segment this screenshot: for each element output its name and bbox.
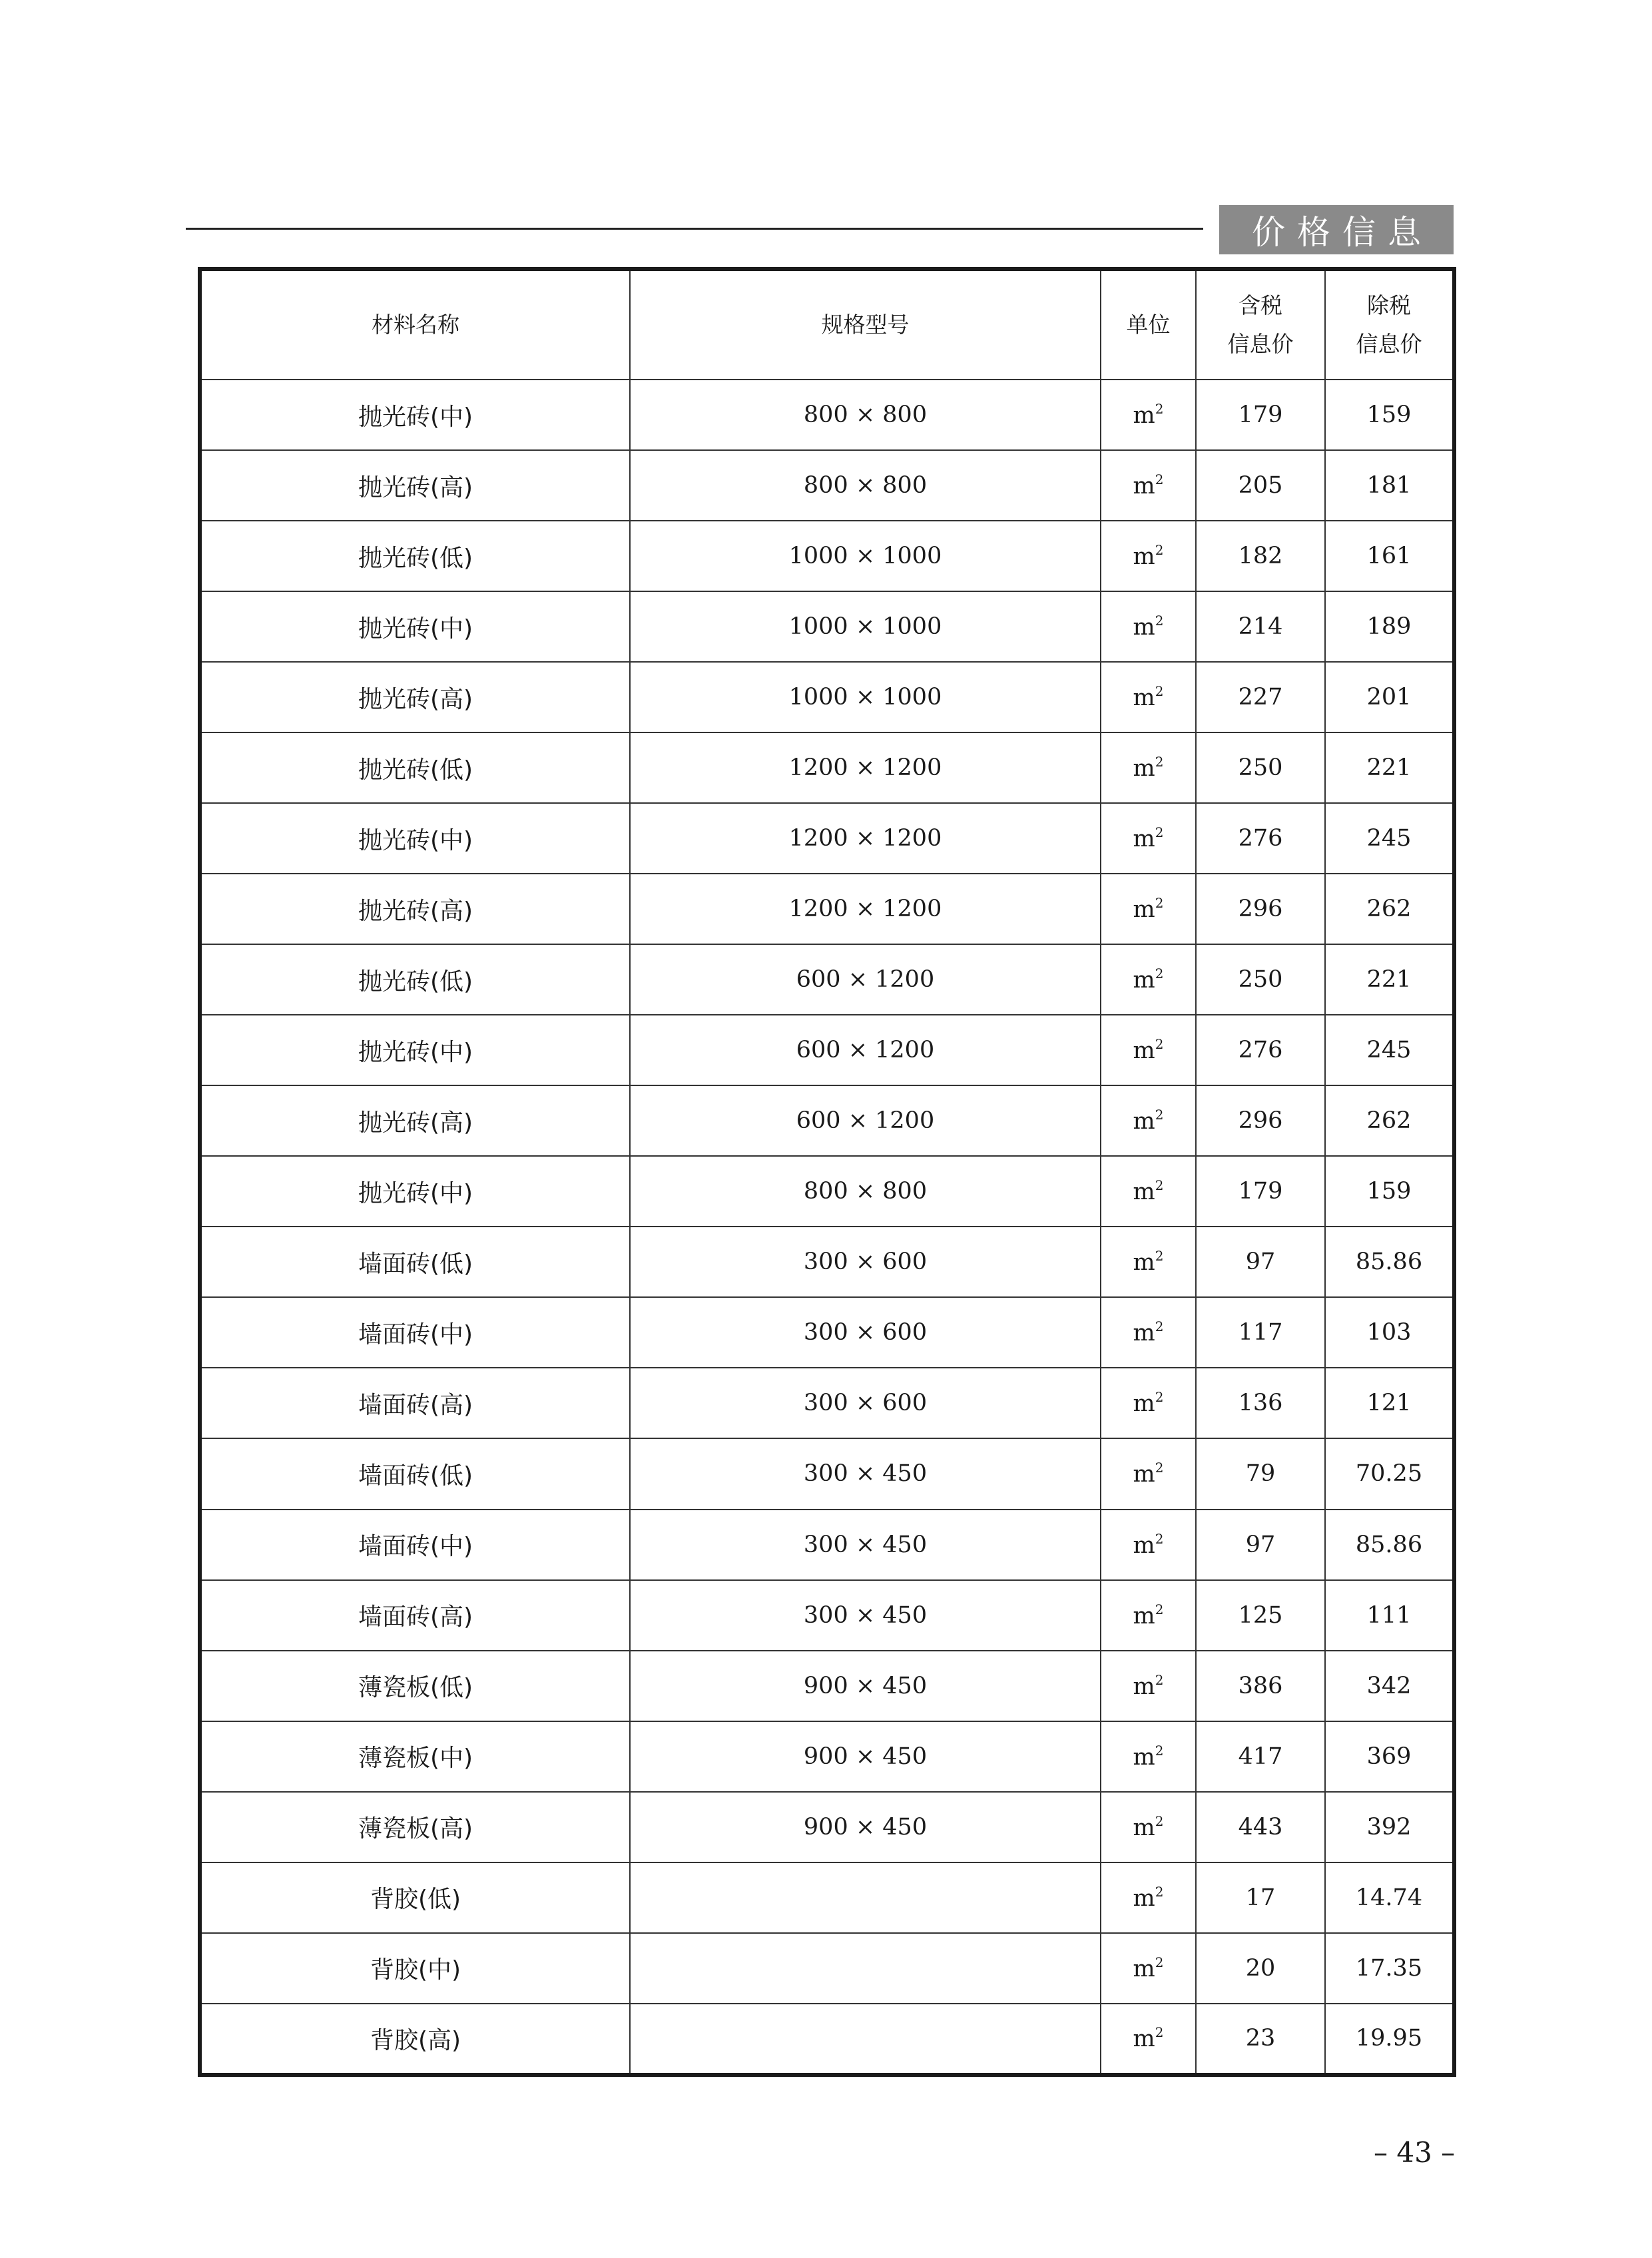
price-without-tax-cell: 17.35 [1325, 1933, 1452, 2004]
price-without-tax-cell: 111 [1325, 1580, 1452, 1651]
unit-cell [1101, 1297, 1196, 1368]
unit-base: m [1133, 1673, 1155, 1700]
table-row [202, 944, 1452, 1015]
unit-base: m [1133, 543, 1155, 571]
unit-base: m [1133, 1884, 1155, 1912]
material-name-cell: 墙面砖(低) [202, 1227, 630, 1297]
spec-cell: 1200 × 1200 [630, 732, 1101, 803]
material-name-cell: 背胶(高) [202, 2004, 630, 2073]
price-with-tax-cell: 417 [1196, 1721, 1325, 1792]
material-name-cell: 抛光砖(高) [202, 874, 630, 944]
spec-cell: 800 × 800 [630, 450, 1101, 521]
spec-cell: 300 × 450 [630, 1438, 1101, 1509]
page-number: – 43 – [1374, 2136, 1456, 2169]
spec-cell: 600 × 1200 [630, 944, 1101, 1015]
material-name-cell: 墙面砖(高) [202, 1580, 630, 1651]
unit-base: m [1133, 1955, 1155, 1982]
unit-cell [1101, 1227, 1196, 1297]
price-without-tax-cell: 14.74 [1325, 1862, 1452, 1933]
header-price-with-tax-line1: 含税 [1239, 292, 1282, 319]
spec-cell [630, 1933, 1101, 2004]
header-rule [186, 228, 1203, 230]
unit-base: m [1133, 614, 1155, 641]
table-row [202, 1227, 1452, 1297]
spec-cell: 800 × 800 [630, 380, 1101, 450]
price-without-tax-cell: 103 [1325, 1297, 1452, 1368]
unit-exponent: 2 [1155, 1318, 1164, 1335]
unit-base: m [1133, 1320, 1155, 1347]
unit-cell [1101, 944, 1196, 1015]
material-name-cell: 薄瓷板(低) [202, 1651, 630, 1721]
unit-exponent: 2 [1155, 1107, 1164, 1123]
spec-cell: 300 × 450 [630, 1510, 1101, 1580]
price-with-tax-cell: 97 [1196, 1227, 1325, 1297]
header-unit: 单位 [1101, 271, 1196, 380]
material-name-cell: 墙面砖(高) [202, 1368, 630, 1438]
unit-exponent: 2 [1155, 2024, 1164, 2041]
table-row [202, 1721, 1452, 1792]
unit-cell [1101, 732, 1196, 803]
unit-exponent: 2 [1155, 1530, 1164, 1547]
price-without-tax-cell: 392 [1325, 1792, 1452, 1862]
price-with-tax-cell: 250 [1196, 944, 1325, 1015]
spec-cell: 1200 × 1200 [630, 874, 1101, 944]
price-without-tax-cell: 342 [1325, 1651, 1452, 1721]
unit-base: m [1133, 1037, 1155, 1065]
unit-exponent: 2 [1155, 895, 1164, 912]
price-with-tax-cell: 117 [1196, 1297, 1325, 1368]
unit-base: m [1133, 685, 1155, 712]
material-name-cell: 墙面砖(中) [202, 1297, 630, 1368]
material-name-cell: 薄瓷板(高) [202, 1792, 630, 1862]
table-row [202, 1862, 1452, 1933]
price-without-tax-cell: 245 [1325, 1015, 1452, 1085]
unit-exponent: 2 [1155, 1742, 1164, 1759]
unit-base: m [1133, 896, 1155, 924]
table-row [202, 732, 1452, 803]
unit-exponent: 2 [1155, 824, 1164, 841]
material-name-cell: 抛光砖(中) [202, 380, 630, 450]
price-without-tax-cell: 262 [1325, 874, 1452, 944]
unit-cell [1101, 1085, 1196, 1156]
unit-cell [1101, 1156, 1196, 1227]
spec-cell: 300 × 450 [630, 1580, 1101, 1651]
price-with-tax-cell: 97 [1196, 1510, 1325, 1580]
unit-base: m [1133, 1249, 1155, 1276]
price-with-tax-cell: 296 [1196, 874, 1325, 944]
material-name-cell: 抛光砖(低) [202, 521, 630, 591]
spec-cell: 1000 × 1000 [630, 591, 1101, 662]
price-table-container [198, 267, 1456, 2077]
unit-cell [1101, 1368, 1196, 1438]
table-row [202, 1510, 1452, 1580]
unit-cell [1101, 2004, 1196, 2073]
unit-exponent: 2 [1155, 1954, 1164, 1970]
price-with-tax-cell: 17 [1196, 1862, 1325, 1933]
spec-cell: 300 × 600 [630, 1297, 1101, 1368]
spec-cell: 1000 × 1000 [630, 521, 1101, 591]
unit-base: m [1133, 2026, 1155, 2053]
unit-cell [1101, 874, 1196, 944]
unit-cell [1101, 662, 1196, 732]
price-without-tax-cell: 181 [1325, 450, 1452, 521]
table-row [202, 591, 1452, 662]
price-table [202, 271, 1452, 2073]
unit-base: m [1133, 473, 1155, 500]
material-name-cell: 抛光砖(高) [202, 1085, 630, 1156]
header-price-without-tax-line2: 信息价 [1356, 331, 1422, 357]
spec-cell: 900 × 450 [630, 1792, 1101, 1862]
unit-base: m [1133, 1390, 1155, 1418]
table-header-row [202, 271, 1452, 380]
material-name-cell: 抛光砖(中) [202, 1156, 630, 1227]
unit-base: m [1133, 1814, 1155, 1841]
table-row [202, 1085, 1452, 1156]
unit-cell [1101, 1862, 1196, 1933]
unit-cell [1101, 1015, 1196, 1085]
table-row [202, 1792, 1452, 1862]
spec-cell: 1000 × 1000 [630, 662, 1101, 732]
spec-cell: 300 × 600 [630, 1368, 1101, 1438]
price-without-tax-cell: 221 [1325, 944, 1452, 1015]
unit-exponent: 2 [1155, 1036, 1164, 1053]
unit-base: m [1133, 755, 1155, 782]
price-without-tax-cell: 85.86 [1325, 1510, 1452, 1580]
unit-base: m [1133, 402, 1155, 429]
header-price-with-tax-line2: 信息价 [1227, 331, 1294, 357]
unit-exponent: 2 [1155, 613, 1164, 629]
header-price-without-tax-line1: 除税 [1367, 292, 1411, 319]
unit-cell [1101, 450, 1196, 521]
unit-base: m [1133, 967, 1155, 994]
unit-cell [1101, 380, 1196, 450]
price-with-tax-cell: 250 [1196, 732, 1325, 803]
table-row [202, 380, 1452, 450]
spec-cell: 900 × 450 [630, 1651, 1101, 1721]
price-without-tax-cell: 159 [1325, 380, 1452, 450]
header-price-without-tax [1325, 271, 1452, 380]
unit-cell [1101, 1792, 1196, 1862]
spec-cell [630, 1862, 1101, 1933]
price-without-tax-cell: 201 [1325, 662, 1452, 732]
material-name-cell: 墙面砖(中) [202, 1510, 630, 1580]
unit-base: m [1133, 1179, 1155, 1206]
spec-cell: 300 × 600 [630, 1227, 1101, 1297]
table-row [202, 1438, 1452, 1509]
table-row [202, 1015, 1452, 1085]
price-without-tax-cell: 19.95 [1325, 2004, 1452, 2073]
unit-cell [1101, 1933, 1196, 2004]
price-with-tax-cell: 443 [1196, 1792, 1325, 1862]
unit-cell [1101, 521, 1196, 591]
price-with-tax-cell: 136 [1196, 1368, 1325, 1438]
price-with-tax-cell: 276 [1196, 803, 1325, 874]
spec-cell: 800 × 800 [630, 1156, 1101, 1227]
price-with-tax-cell: 296 [1196, 1085, 1325, 1156]
price-without-tax-cell: 245 [1325, 803, 1452, 874]
spec-cell: 900 × 450 [630, 1721, 1101, 1792]
material-name-cell: 抛光砖(低) [202, 732, 630, 803]
price-with-tax-cell: 386 [1196, 1651, 1325, 1721]
unit-cell [1101, 1651, 1196, 1721]
unit-exponent: 2 [1155, 1389, 1164, 1406]
material-name-cell: 抛光砖(高) [202, 450, 630, 521]
table-row [202, 874, 1452, 944]
spec-cell [630, 2004, 1101, 2073]
price-with-tax-cell: 23 [1196, 2004, 1325, 2073]
unit-cell [1101, 803, 1196, 874]
unit-base: m [1133, 1532, 1155, 1559]
unit-exponent: 2 [1155, 542, 1164, 559]
price-with-tax-cell: 276 [1196, 1015, 1325, 1085]
unit-exponent: 2 [1155, 1813, 1164, 1829]
price-without-tax-cell: 85.86 [1325, 1227, 1452, 1297]
price-without-tax-cell: 262 [1325, 1085, 1452, 1156]
price-without-tax-cell: 221 [1325, 732, 1452, 803]
header-spec: 规格型号 [630, 271, 1101, 380]
section-title: 价格信息 [1219, 205, 1454, 254]
price-with-tax-cell: 125 [1196, 1580, 1325, 1651]
table-row [202, 1580, 1452, 1651]
material-name-cell: 抛光砖(高) [202, 662, 630, 732]
unit-exponent: 2 [1155, 1671, 1164, 1688]
price-with-tax-cell: 182 [1196, 521, 1325, 591]
unit-exponent: 2 [1155, 1460, 1164, 1476]
unit-exponent: 2 [1155, 966, 1164, 982]
unit-exponent: 2 [1155, 1177, 1164, 1194]
table-row [202, 1156, 1452, 1227]
table-row [202, 662, 1452, 732]
price-without-tax-cell: 369 [1325, 1721, 1452, 1792]
header-material-name: 材料名称 [202, 271, 630, 380]
price-with-tax-cell: 214 [1196, 591, 1325, 662]
price-with-tax-cell: 79 [1196, 1438, 1325, 1509]
price-without-tax-cell: 70.25 [1325, 1438, 1452, 1509]
unit-exponent: 2 [1155, 401, 1164, 418]
unit-cell [1101, 1438, 1196, 1509]
price-with-tax-cell: 179 [1196, 380, 1325, 450]
price-without-tax-cell: 121 [1325, 1368, 1452, 1438]
table-body [202, 380, 1452, 2073]
material-name-cell: 抛光砖(中) [202, 1015, 630, 1085]
price-without-tax-cell: 161 [1325, 521, 1452, 591]
table-row [202, 1933, 1452, 2004]
unit-exponent: 2 [1155, 1601, 1164, 1617]
material-name-cell: 抛光砖(低) [202, 944, 630, 1015]
material-name-cell: 背胶(低) [202, 1862, 630, 1933]
spec-cell: 600 × 1200 [630, 1015, 1101, 1085]
table-row [202, 521, 1452, 591]
unit-exponent: 2 [1155, 683, 1164, 700]
material-name-cell: 抛光砖(中) [202, 803, 630, 874]
price-with-tax-cell: 179 [1196, 1156, 1325, 1227]
unit-exponent: 2 [1155, 1248, 1164, 1265]
material-name-cell: 薄瓷板(中) [202, 1721, 630, 1792]
price-with-tax-cell: 20 [1196, 1933, 1325, 2004]
table-row [202, 1651, 1452, 1721]
unit-cell [1101, 1580, 1196, 1651]
unit-exponent: 2 [1155, 754, 1164, 770]
price-with-tax-cell: 205 [1196, 450, 1325, 521]
price-without-tax-cell: 159 [1325, 1156, 1452, 1227]
unit-base: m [1133, 1461, 1155, 1488]
spec-cell: 1200 × 1200 [630, 803, 1101, 874]
unit-cell [1101, 1510, 1196, 1580]
header-price-with-tax [1196, 271, 1325, 380]
unit-cell [1101, 1721, 1196, 1792]
table-row [202, 2004, 1452, 2073]
unit-base: m [1133, 826, 1155, 853]
material-name-cell: 背胶(中) [202, 1933, 630, 2004]
price-with-tax-cell: 227 [1196, 662, 1325, 732]
unit-exponent: 2 [1155, 1883, 1164, 1900]
unit-exponent: 2 [1155, 471, 1164, 488]
table-row [202, 803, 1452, 874]
table-row [202, 1368, 1452, 1438]
table-row [202, 1297, 1452, 1368]
table-row [202, 450, 1452, 521]
material-name-cell: 墙面砖(低) [202, 1438, 630, 1509]
spec-cell: 600 × 1200 [630, 1085, 1101, 1156]
material-name-cell: 抛光砖(中) [202, 591, 630, 662]
unit-cell [1101, 591, 1196, 662]
unit-base: m [1133, 1108, 1155, 1135]
unit-base: m [1133, 1743, 1155, 1771]
unit-base: m [1133, 1602, 1155, 1629]
price-without-tax-cell: 189 [1325, 591, 1452, 662]
